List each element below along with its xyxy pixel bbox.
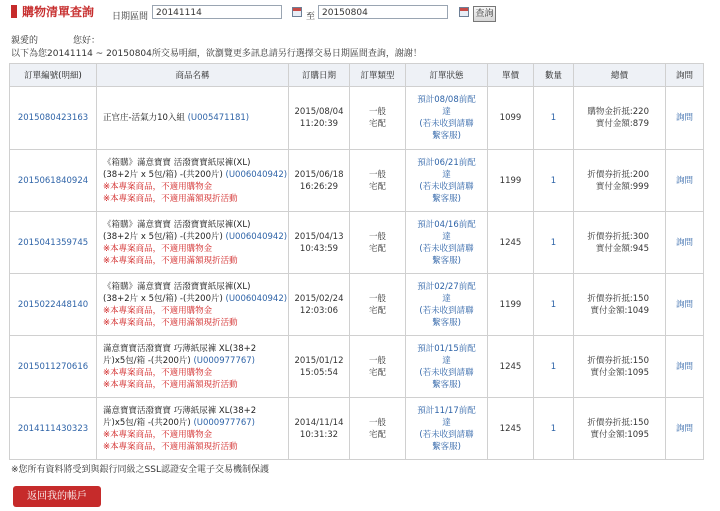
quantity-cell: [534, 336, 574, 398]
product-code-link[interactable]: (U000977767): [193, 417, 255, 428]
ask-cell: [666, 336, 704, 398]
order-status-line: 達: [442, 293, 451, 304]
quantity: 1: [550, 237, 557, 248]
total-line: 折價券折抵:200: [587, 169, 649, 180]
unit-price: 1199: [499, 175, 522, 186]
title-marker-icon: [11, 5, 17, 18]
total-cell: [574, 398, 666, 460]
total-line: 折價券折抵:300: [587, 231, 649, 242]
unit-price-cell: [488, 398, 534, 460]
order-time: 10:43:59: [299, 243, 339, 254]
total-line: 實付金額:1095: [590, 429, 649, 440]
calendar-icon[interactable]: [459, 7, 469, 17]
promo-warning: ※本專案商品，不適用購物金: [103, 367, 213, 378]
order-no-cell: [10, 87, 97, 150]
promo-warning: ※本專案商品，不適用滿額現折活動: [103, 379, 238, 390]
search-bar: [0, 0, 720, 28]
ask-link[interactable]: 詢問: [675, 361, 693, 372]
product-name-line: 《箱購》滿意寶寶 活潑寶寶紙尿褲(XL): [103, 219, 251, 230]
order-time: 16:26:29: [299, 181, 339, 192]
order-status-cell: [406, 398, 488, 460]
order-status-line: 繫客服): [432, 255, 461, 266]
page-title: 購物清單查詢: [22, 5, 95, 19]
order-type-line: 一般: [368, 355, 386, 366]
product-cell: [97, 150, 289, 212]
order-status-line: 預計02/27前配: [417, 281, 476, 292]
order-type-line: 宅配: [368, 367, 386, 378]
order-no-link[interactable]: 2015022448140: [17, 299, 89, 310]
order-type-line: 一般: [368, 169, 386, 180]
product-name-line: (38+2片 x 5包/箱) -(共200片): [103, 231, 223, 242]
order-status-line: 達: [442, 107, 451, 117]
order-type-line: 宅配: [368, 243, 386, 254]
col-product: 商品名稱: [97, 64, 289, 87]
table-row: [10, 336, 704, 398]
order-date: 2015/01/12: [294, 355, 344, 366]
total-line: 折價券折抵:150: [587, 355, 649, 366]
order-type-cell: [350, 150, 406, 212]
order-status-line: 預計11/17前配: [417, 405, 476, 416]
order-no-cell: [10, 150, 97, 212]
total-cell: [574, 150, 666, 212]
order-type-line: 一般: [368, 293, 386, 304]
product-name-line: 滿意寶寶活潑寶寶 巧薄紙尿褲 XL(38+2: [103, 343, 257, 354]
product-cell: [97, 87, 289, 150]
order-status-cell: [406, 87, 488, 150]
col-type: 訂單類型: [350, 64, 406, 87]
order-time: 15:05:54: [299, 367, 339, 378]
order-status-line: 達: [442, 169, 451, 180]
order-no-link[interactable]: 2015011270616: [17, 361, 89, 372]
promo-warning: ※本專案商品，不適用滿額現折活動: [103, 317, 238, 328]
quantity: 1: [550, 361, 557, 372]
order-status-line: 繫客服): [432, 131, 461, 141]
order-status-cell: [406, 212, 488, 274]
greeting-hello: 您好：: [73, 36, 101, 46]
quantity: 1: [550, 299, 557, 310]
order-status-cell: [406, 274, 488, 336]
order-status-line: 繫客服): [432, 317, 461, 328]
order-time: 11:20:39: [299, 119, 339, 129]
order-status-cell: [406, 336, 488, 398]
col-date: 訂購日期: [289, 64, 350, 87]
ask-link[interactable]: 詢問: [675, 237, 693, 248]
table-row: [10, 150, 704, 212]
product-name-line: 正官庄-活氣力10入組: [103, 113, 185, 123]
product-cell: [97, 398, 289, 460]
order-type-line: 宅配: [368, 119, 386, 129]
order-type-cell: [350, 87, 406, 150]
quantity: 1: [550, 423, 557, 434]
ask-link[interactable]: 詢問: [675, 113, 693, 123]
col-ask: 詢問: [666, 64, 704, 87]
product-code-link[interactable]: (U000977767): [193, 355, 255, 366]
order-status-line: 繫客服): [432, 379, 461, 390]
to-date-input[interactable]: 20150804: [318, 5, 448, 19]
order-no-cell: [10, 274, 97, 336]
order-status-line: 達: [442, 231, 451, 242]
unit-price: 1245: [499, 361, 522, 372]
order-no-cell: [10, 336, 97, 398]
order-status-line: 預計08/08前配: [417, 95, 476, 105]
order-date: 2014/11/14: [294, 417, 344, 428]
ask-cell: [666, 150, 704, 212]
security-note: ※您所有資料將受到與銀行同級之SSL認證安全電子交易機制保護: [11, 465, 269, 475]
order-status-line: 預計01/15前配: [417, 343, 476, 354]
date-range-label: 日期區間: [112, 12, 149, 22]
product-code-link[interactable]: (U006040942): [225, 169, 288, 180]
unit-price-cell: [488, 274, 534, 336]
product-code-link[interactable]: (U006040942): [225, 293, 288, 304]
table-header-row: [10, 64, 704, 87]
unit-price: 1245: [499, 237, 522, 248]
product-name-line: 片)x5包/箱 -(共200片): [103, 417, 191, 428]
unit-price: 1199: [499, 299, 522, 310]
promo-warning: ※本專案商品，不適用購物金: [103, 181, 213, 192]
order-date: 2015/08/04: [294, 107, 344, 117]
quantity-cell: [534, 274, 574, 336]
promo-warning: ※本專案商品，不適用滿額現折活動: [103, 193, 238, 204]
calendar-icon[interactable]: [292, 7, 302, 17]
order-status-line: (若未收到請聯: [419, 367, 474, 378]
order-date: 2015/04/13: [294, 231, 344, 242]
quantity-cell: [534, 212, 574, 274]
col-status: 訂單狀態: [406, 64, 488, 87]
quantity-cell: [534, 87, 574, 150]
promo-warning: ※本專案商品，不適用購物金: [103, 243, 213, 254]
order-type-line: 一般: [368, 417, 386, 428]
order-no-link[interactable]: 2014111430323: [17, 423, 89, 434]
order-date: 2015/02/24: [294, 293, 344, 304]
table-row: [10, 274, 704, 336]
order-no-cell: [10, 398, 97, 460]
quantity: 1: [550, 113, 557, 123]
order-date: 2015/06/18: [294, 169, 344, 180]
total-line: 實付金額:999: [595, 181, 649, 192]
order-date-cell: [289, 87, 350, 150]
total-line: 實付金額:945: [595, 243, 649, 254]
order-status-line: (若未收到請聯: [419, 305, 474, 316]
total-cell: [574, 87, 666, 150]
order-date-cell: [289, 398, 350, 460]
order-status-line: 達: [442, 355, 451, 366]
order-no-link[interactable]: 2015041359745: [17, 237, 89, 248]
total-line: 實付金額:1095: [590, 367, 649, 378]
unit-price-cell: [488, 87, 534, 150]
product-cell: [97, 212, 289, 274]
total-line: 折價券折抵:150: [587, 293, 649, 304]
product-name-line: 《箱購》滿意寶寶 活潑寶寶紙尿褲(XL): [103, 157, 251, 168]
product-name-line: 片)x5包/箱 -(共200片): [103, 355, 191, 366]
order-status-line: (若未收到請聯: [419, 429, 474, 440]
total-cell: [574, 212, 666, 274]
order-type-line: 宅配: [368, 429, 386, 440]
order-type-cell: [350, 336, 406, 398]
table-row: [10, 87, 704, 150]
promo-warning: ※本專案商品，不適用滿額現折活動: [103, 255, 238, 266]
order-date-cell: [289, 150, 350, 212]
total-cell: [574, 336, 666, 398]
order-date-cell: [289, 274, 350, 336]
order-status-line: (若未收到請聯: [419, 243, 474, 254]
order-status-line: (若未收到請聯: [419, 119, 474, 129]
ask-cell: [666, 87, 704, 150]
ask-link[interactable]: 詢問: [675, 175, 693, 186]
total-cell: [574, 274, 666, 336]
unit-price-cell: [488, 150, 534, 212]
order-type-cell: [350, 274, 406, 336]
greeting-dear: 親愛的: [11, 36, 39, 46]
back-to-account-button[interactable]: 返回我的帳戶: [13, 486, 101, 507]
product-name-line: 滿意寶寶活潑寶寶 巧薄紙尿褲 XL(38+2: [103, 405, 257, 416]
unit-price-cell: [488, 212, 534, 274]
product-code-link[interactable]: (U005471181): [187, 113, 250, 123]
promo-warning: ※本專案商品，不適用滿額現折活動: [103, 441, 238, 452]
product-code-link[interactable]: (U006040942): [225, 231, 288, 242]
total-line: 購物金折抵:220: [587, 107, 649, 117]
order-date-cell: [289, 212, 350, 274]
order-type-line: 宅配: [368, 305, 386, 316]
order-status-line: (若未收到請聯: [419, 181, 474, 192]
unit-price: 1099: [499, 113, 522, 123]
order-status-line: 達: [442, 417, 451, 428]
order-status-line: 預計06/21前配: [417, 157, 476, 168]
order-no-cell: [10, 212, 97, 274]
order-no-link[interactable]: 2015061840924: [17, 175, 89, 186]
unit-price: 1245: [499, 423, 522, 434]
order-type-cell: [350, 398, 406, 460]
notice-text: 以下為您20141114 ~ 20150804所交易明細，欲瀏覽更多訊息請另行選擇交易日期區間查詢，謝謝！: [11, 49, 422, 59]
order-time: 12:03:06: [299, 305, 339, 316]
order-type-line: 宅配: [368, 181, 386, 192]
order-type-line: 一般: [368, 107, 386, 117]
col-total: 總價: [574, 64, 666, 87]
ask-link[interactable]: 詢問: [675, 423, 693, 434]
quantity-cell: [534, 398, 574, 460]
col-price: 單價: [488, 64, 534, 87]
product-cell: [97, 274, 289, 336]
unit-price-cell: [488, 336, 534, 398]
product-name-line: (38+2片 x 5包/箱) -(共200片): [103, 169, 223, 180]
total-line: 實付金額:1049: [590, 305, 649, 316]
search-button[interactable]: 查詢: [473, 6, 496, 22]
ask-cell: [666, 212, 704, 274]
order-no-link[interactable]: 2015080423163: [17, 113, 89, 123]
quantity: 1: [550, 175, 557, 186]
order-table: [9, 63, 704, 460]
ask-link[interactable]: 詢問: [675, 299, 693, 310]
promo-warning: ※本專案商品，不適用購物金: [103, 305, 213, 316]
to-label: 至: [306, 12, 316, 22]
product-name-line: (38+2片 x 5包/箱) -(共200片): [103, 293, 223, 304]
col-qty: 數量: [534, 64, 574, 87]
total-line: 實付金額:879: [595, 119, 649, 129]
order-type-cell: [350, 212, 406, 274]
ask-cell: [666, 398, 704, 460]
ask-cell: [666, 274, 704, 336]
order-type-line: 一般: [368, 231, 386, 242]
product-cell: [97, 336, 289, 398]
promo-warning: ※本專案商品，不適用購物金: [103, 429, 213, 440]
order-status-line: 繫客服): [432, 441, 461, 452]
table-row: [10, 398, 704, 460]
order-status-line: 預計04/16前配: [417, 219, 476, 230]
order-status-cell: [406, 150, 488, 212]
order-status-line: 繫客服): [432, 193, 461, 204]
order-date-cell: [289, 336, 350, 398]
order-time: 10:31:32: [299, 429, 339, 440]
product-name-line: 《箱購》滿意寶寶 活潑寶寶紙尿褲(XL): [103, 281, 251, 292]
from-date-input[interactable]: 20141114: [152, 5, 282, 19]
total-line: 折價券折抵:150: [587, 417, 649, 428]
col-order-no: 訂單編號(明細): [10, 64, 97, 87]
table-row: [10, 212, 704, 274]
quantity-cell: [534, 150, 574, 212]
